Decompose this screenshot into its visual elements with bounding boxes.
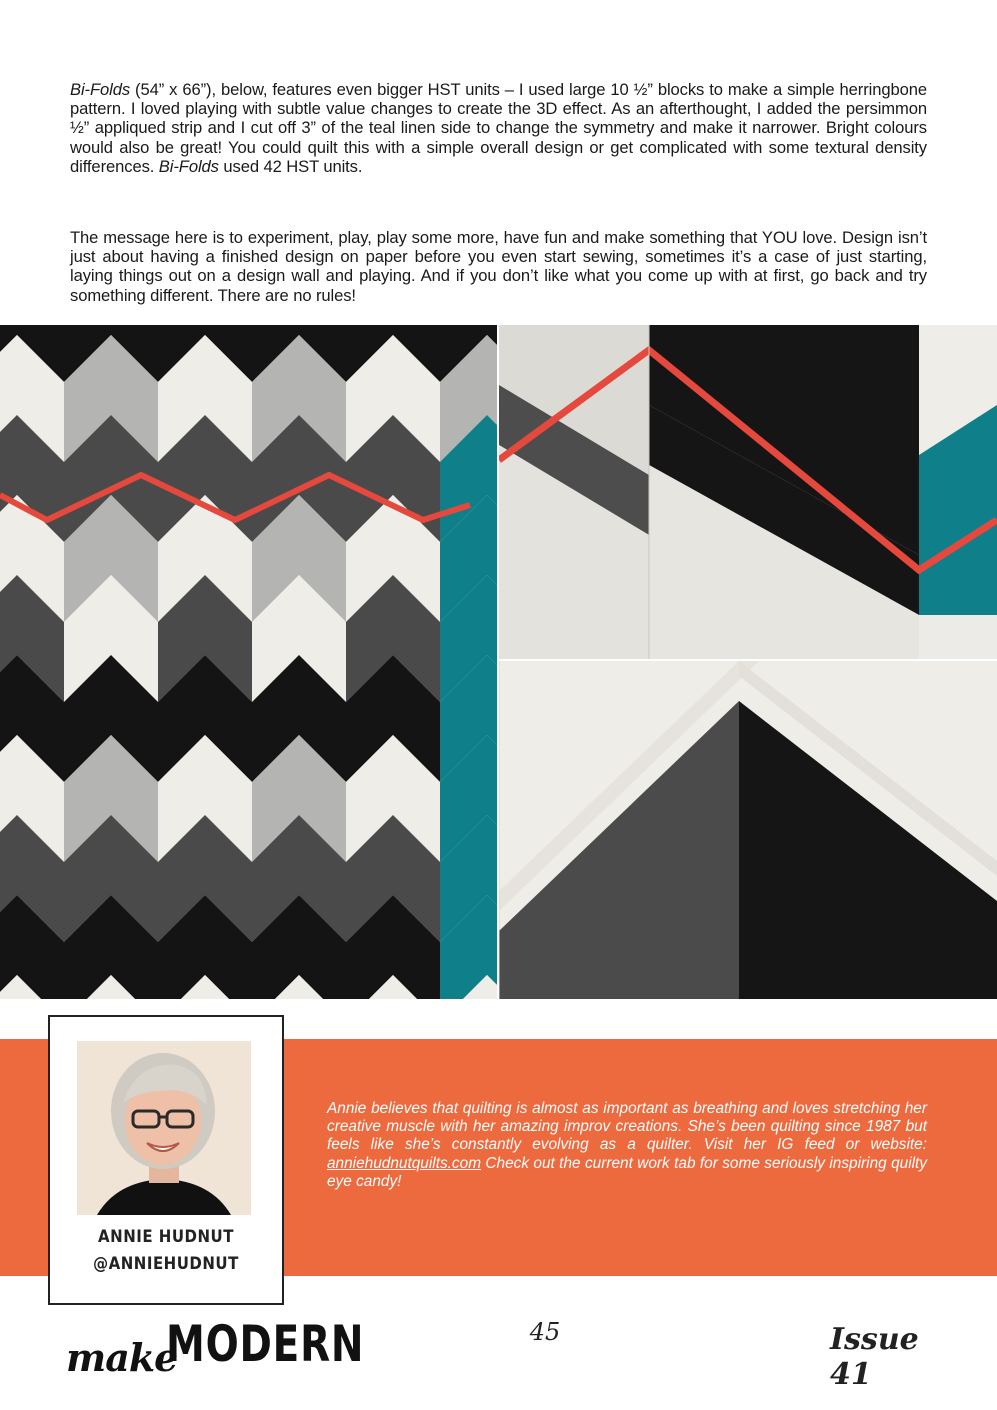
paragraph-text: used 42 HST units.: [218, 156, 363, 176]
website-link[interactable]: anniehudnutquilts.com: [327, 1154, 482, 1172]
author-handle: @ANNIEHUDNUT: [93, 1252, 239, 1274]
magazine-logo: [66, 1315, 366, 1380]
article-paragraph-1: [70, 80, 927, 176]
bio-text: Annie believes that quilting is almost as important as breathing and loves stretching her creative muscle with her amazing improv creations. She’s been quilting since 1987 but feels like she’s constantly evolving as a quilter. Visit her IG feed or website:: [327, 1100, 927, 1154]
author-portrait: [77, 1041, 251, 1215]
quilt-closeup-image: [499, 661, 997, 999]
quilt-photo-detail-top: [499, 325, 997, 659]
article-paragraph-2: The message here is to experiment, play, play some more, have fun and make something that YOU love. Design isn’t just about having a finished design on paper before you even start sewing, sometimes it’s a case of just starting, laying things out on a design wall and playing. And if you don’t like what you come up with at first, go back and try something different. There are no rules!: [70, 228, 927, 305]
paragraph-text: (54” x 66”), below, features even bigger HST units – I used large 10 ½” blocks to make a simple herringbone pattern. I loved playing with subtle value changes to create the 3D effect. As an afterthought, I added the persimmon ½” appliqued strip and I cut off 3” of the teal linen side to change the symmetry and make it narrower. Bright colours would also be great! You could quilt this with a simple overall design or get complicated with some textural density differences.: [70, 80, 927, 176]
quilt-title: Bi-Folds: [70, 80, 131, 99]
author-polaroid: [48, 1015, 284, 1305]
quilt-title: Bi-Folds: [158, 156, 219, 176]
author-bio: [327, 1100, 927, 1191]
logo-modern-text: MODERN: [166, 1315, 365, 1373]
quilt-herringbone-image: [0, 325, 497, 999]
issue-label: Issue 41: [830, 1322, 919, 1392]
author-photo: [77, 1041, 251, 1215]
quilt-photo-detail-bottom: [499, 661, 997, 999]
quilt-photo-full: [0, 325, 497, 999]
author-name: ANNIE HUDNUT: [98, 1225, 234, 1247]
quilt-detail-image: [499, 325, 997, 659]
bio-text: Check out the current work tab for some seriously inspiring quilty eye candy!: [327, 1154, 927, 1190]
page-number: 45: [529, 1318, 561, 1346]
logo-make-text: make: [66, 1335, 178, 1380]
